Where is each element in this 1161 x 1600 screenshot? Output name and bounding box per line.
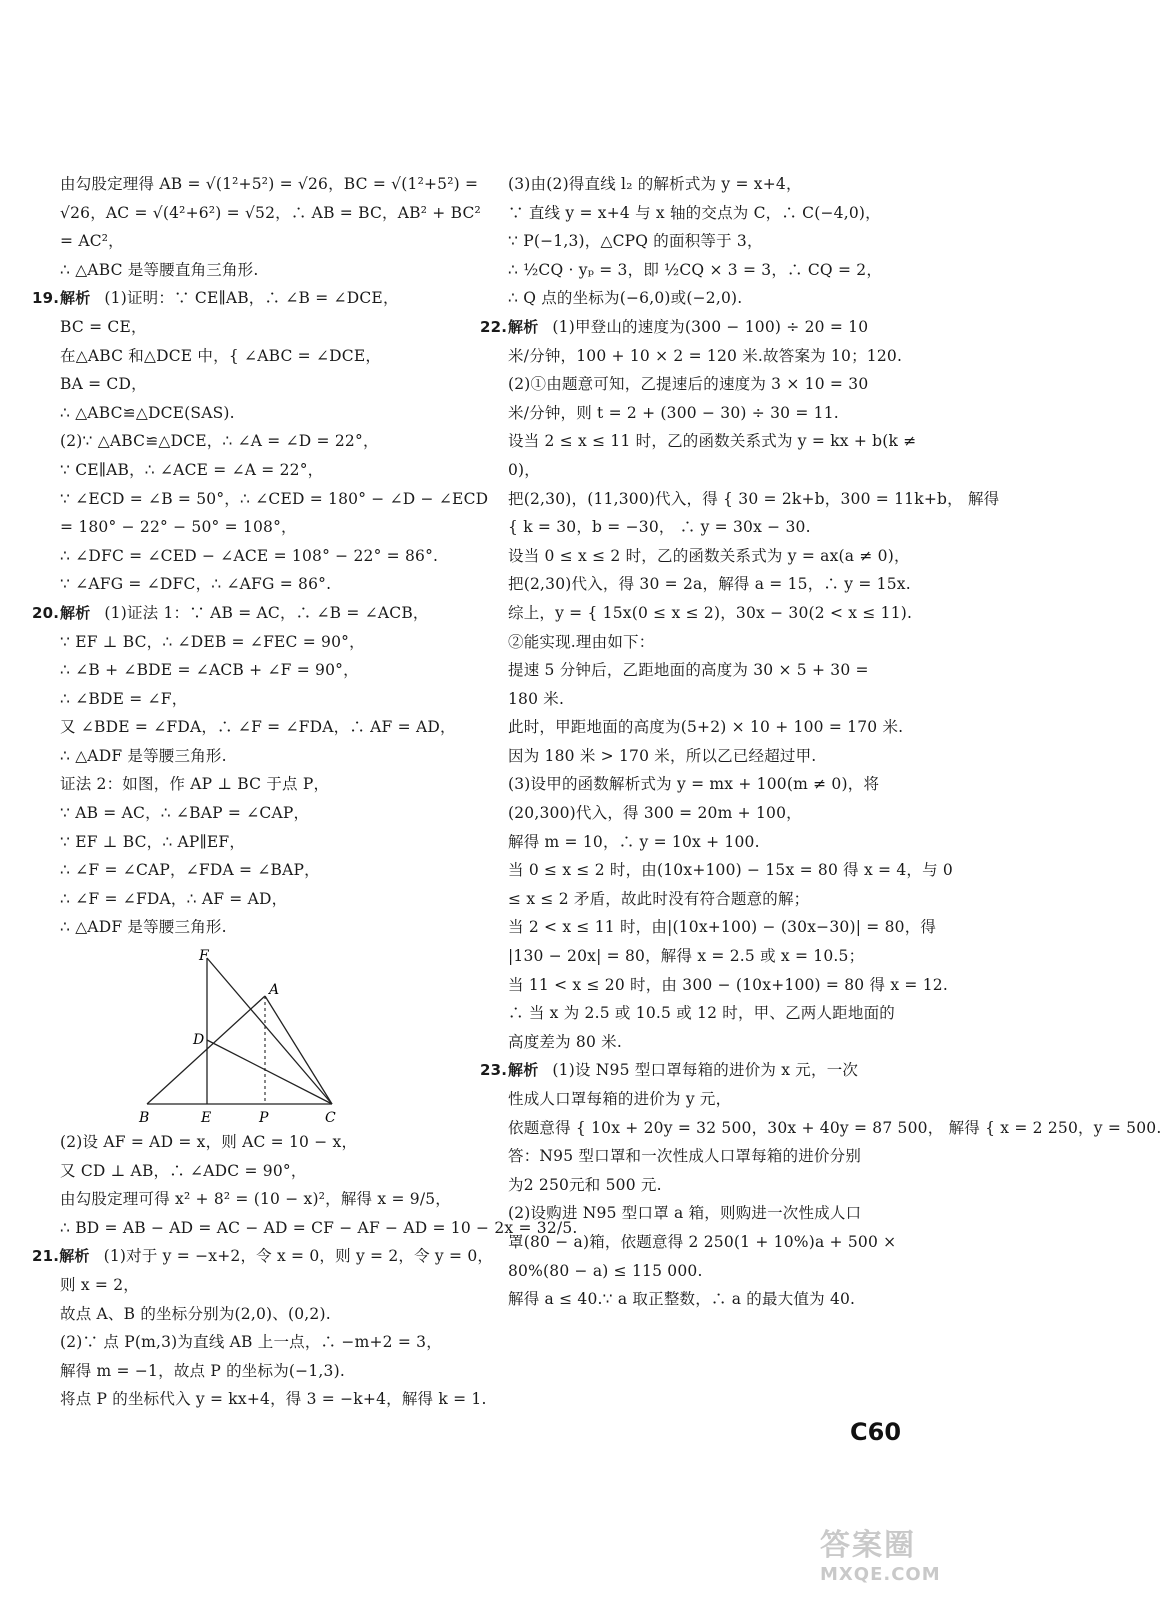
text-line: (1)对于 y = −x+2，令 x = 0，则 y = 2，令 y = 0， bbox=[103, 1247, 494, 1266]
text-line: 解得 m = −1，故点 P 的坐标为(−1,3). bbox=[60, 1361, 345, 1380]
text-line: ∵ EF ⊥ BC，∴ ∠DEB = ∠FEC = 90°， bbox=[60, 632, 365, 651]
text-line: ∵ CE∥AB，∴ ∠ACE = ∠A = 22°， bbox=[60, 460, 324, 479]
text-line: 综上，y = { 15x(0 ≤ x ≤ 2)，30x − 30(2 < x ≤ 11). bbox=[508, 603, 913, 622]
text-line: (1)证法 1：∵ AB = AC，∴ ∠B = ∠ACB， bbox=[104, 603, 429, 622]
text-line: 故点 A、B 的坐标分别为(2,0)、(0,2). bbox=[60, 1304, 331, 1323]
geometry-figure bbox=[32, 946, 450, 1126]
text-line: ∵ P(−1,3)，△CPQ 的面积等于 3， bbox=[508, 232, 763, 251]
text-line: 性成人口罩每箱的进价为 y 元， bbox=[508, 1090, 732, 1108]
label-a: A bbox=[269, 982, 280, 999]
question-19 bbox=[32, 284, 489, 599]
label-e: E bbox=[201, 1110, 212, 1127]
label-b: B bbox=[139, 1110, 150, 1127]
text-line: ∵ EF ⊥ BC，∴ AP∥EF， bbox=[60, 832, 246, 851]
watermark-url: MXQE.COM bbox=[820, 1564, 941, 1585]
text-line: 又 ∠BDE = ∠FDA，∴ ∠F = ∠FDA，∴ AF = AD， bbox=[60, 718, 456, 737]
text-line: 因为 180 米 > 170 米，所以乙已经超过甲. bbox=[508, 746, 817, 765]
text-line: 罩(80 − a)箱，依题意得 2 250(1 + 10%)a + 500 × bbox=[508, 1232, 897, 1251]
question-number: 21. bbox=[32, 1247, 60, 1266]
text-line: 当 2 < x ≤ 11 时，由|(10x+100) − (30x−30)| = 80，得 bbox=[508, 918, 937, 937]
text-line: 又 CD ⊥ AB，∴ ∠ADC = 90°， bbox=[60, 1161, 307, 1180]
label-d: D bbox=[193, 1032, 205, 1049]
text-line: { k = 30，b = −30， ∴ y = 30x − 30. bbox=[508, 518, 811, 537]
text-line: ∵ ∠AFG = ∠DFC，∴ ∠AFG = 86°. bbox=[60, 575, 332, 594]
question-21 bbox=[32, 1242, 494, 1414]
text-line: = AC²， bbox=[60, 232, 124, 251]
page-number: C60 bbox=[850, 1418, 902, 1446]
question-header bbox=[32, 1242, 494, 1271]
text-line: ∴ Q 点的坐标为(−6,0)或(−2,0). bbox=[508, 289, 743, 308]
text-line: (1)证明：∵ CE∥AB，∴ ∠B = ∠DCE， bbox=[104, 289, 399, 308]
text-line: ∴ △ADF 是等腰三角形. bbox=[60, 918, 227, 937]
text-line: 解得 a ≤ 40.∵ a 取正整数，∴ a 的最大值为 40. bbox=[508, 1290, 856, 1309]
label-p: P bbox=[259, 1110, 269, 1127]
text-line: (2)①由题意可知，乙提速后的速度为 3 × 10 = 30 bbox=[508, 375, 869, 394]
text-line: 设当 0 ≤ x ≤ 2 时，乙的函数关系式为 y = ax(a ≠ 0)， bbox=[508, 546, 910, 565]
text-line: 提速 5 分钟后，乙距地面的高度为 30 × 5 + 30 = bbox=[508, 661, 869, 680]
question-number: 23. bbox=[480, 1061, 508, 1080]
segment-dc bbox=[207, 1040, 332, 1104]
segment-ac bbox=[265, 996, 332, 1104]
text-line: ∴ ∠B + ∠BDE = ∠ACB + ∠F = 90°， bbox=[60, 661, 359, 680]
question-number: 22. bbox=[480, 317, 508, 336]
text-line: ∴ ∠DFC = ∠CED − ∠ACE = 108° − 22° = 86°. bbox=[60, 546, 439, 565]
right-column bbox=[480, 170, 1161, 1314]
text-line: 0)， bbox=[508, 460, 541, 479]
question-21-continued bbox=[480, 170, 910, 313]
text-line: 解得 m = 10，∴ y = 10x + 100. bbox=[508, 832, 760, 851]
text-line: 此时，甲距地面的高度为(5+2) × 10 + 100 = 170 米. bbox=[508, 718, 904, 737]
text-line: (1)甲登山的速度为(300 − 100) ÷ 20 = 10 bbox=[552, 317, 869, 336]
text-line: = 180° − 22° − 50° = 108°， bbox=[60, 518, 297, 537]
watermark-logo bbox=[820, 1520, 990, 1590]
text-line: ∴ 当 x 为 2.5 或 10.5 或 12 时，甲、乙两人距地面的 bbox=[508, 1004, 895, 1023]
text-line: ∴ ∠F = ∠CAP，∠FDA = ∠BAP， bbox=[60, 861, 320, 880]
text-line: 80%(80 − a) ≤ 115 000. bbox=[508, 1261, 703, 1280]
text-line: (2)∵ 点 P(m,3)为直线 AB 上一点，∴ −m+2 = 3， bbox=[60, 1333, 442, 1352]
question-header bbox=[480, 313, 910, 342]
text-line: 依题意得 { 10x + 20y = 32 500，30x + 40y = 87 500， 解得 { x = 2 250，y = 500. bbox=[508, 1118, 1161, 1137]
text-line: (2)设 AF = AD = x，则 AC = 10 − x， bbox=[60, 1133, 358, 1152]
answer-tag: 解析 bbox=[508, 317, 539, 336]
question-header bbox=[32, 284, 450, 313]
answer-tag: 解析 bbox=[60, 289, 91, 308]
watermark-text: 答案圈 bbox=[820, 1528, 916, 1563]
text-line: ≤ x ≤ 2 矛盾，故此时没有符合题意的解； bbox=[508, 889, 810, 908]
text-line: ∵ ∠ECD = ∠B = 50°，∴ ∠CED = 180° − ∠D − ∠ECD bbox=[60, 489, 489, 508]
text-line: (2)设购进 N95 型口罩 a 箱，则购进一次性成人口 bbox=[508, 1204, 862, 1223]
text-line: 在△ABC 和△DCE 中，{ ∠ABC = ∠DCE， bbox=[60, 346, 382, 365]
text-line: (3)设甲的函数解析式为 y = mx + 100(m ≠ 0)，将 bbox=[508, 775, 880, 794]
text-line: 180 米. bbox=[508, 689, 565, 708]
text-line: ∴ ∠BDE = ∠F， bbox=[60, 689, 188, 708]
text-line: 米/分钟，则 t = 2 + (300 − 30) ÷ 30 = 11. bbox=[508, 403, 839, 422]
text-line: 由勾股定理得 AB = √(1²+5²) = √26，BC = √(1²+5²) = bbox=[60, 175, 479, 193]
text-line: 设当 2 ≤ x ≤ 11 时，乙的函数关系式为 y = kx + b(k ≠ bbox=[508, 432, 917, 451]
text-line: 把(2,30)，(11,300)代入，得 { 30 = 2k+b，300 = 11k+b， 解得 bbox=[508, 489, 1000, 508]
text-line: (2)∵ △ABC≌△DCE，∴ ∠A = ∠D = 22°， bbox=[60, 432, 379, 451]
segment-ba bbox=[147, 996, 265, 1104]
question-22 bbox=[480, 313, 1000, 1056]
text-line: 由勾股定理可得 x² + 8² = (10 − x)²，解得 x = 9/5， bbox=[60, 1190, 452, 1209]
label-f: F bbox=[199, 948, 209, 965]
text-line: ∴ △ADF 是等腰三角形. bbox=[60, 746, 227, 765]
text-line: ∵ 直线 y = x+4 与 x 轴的交点为 C，∴ C(−4,0)， bbox=[508, 203, 881, 222]
question-number: 19. bbox=[32, 289, 60, 308]
text-line: 把(2,30)代入，得 30 = 2a，解得 a = 15，∴ y = 15x. bbox=[508, 575, 911, 594]
segment-fc bbox=[207, 958, 332, 1104]
text-line: 将点 P 的坐标代入 y = kx+4，得 3 = −k+4，解得 k = 1. bbox=[60, 1390, 487, 1409]
text-line: ∴ △ABC 是等腰直角三角形. bbox=[60, 260, 259, 279]
text-line: BA = CD， bbox=[60, 375, 147, 394]
text-line: (1)设 N95 型口罩每箱的进价为 x 元，一次 bbox=[552, 1061, 859, 1080]
triangle-diagram bbox=[137, 946, 337, 1126]
question-number: 20. bbox=[32, 603, 60, 622]
answer-tag: 解析 bbox=[60, 603, 91, 622]
text-line: |130 − 20x| = 80，解得 x = 2.5 或 x = 10.5； bbox=[508, 947, 865, 966]
text-line: 为2 250元和 500 元. bbox=[508, 1175, 662, 1194]
text-line: 当 0 ≤ x ≤ 2 时，由(10x+100) − 15x = 80 得 x = 4，与 0 bbox=[508, 861, 953, 880]
text-line: ∵ AB = AC，∴ ∠BAP = ∠CAP， bbox=[60, 804, 310, 823]
text-line: (3)由(2)得直线 l₂ 的解析式为 y = x+4， bbox=[508, 175, 802, 193]
text-line: ∴ ½CQ · yₚ = 3，即 ½CQ × 3 = 3，∴ CQ = 2， bbox=[508, 260, 883, 279]
text-line: (20,300)代入，得 300 = 20m + 100， bbox=[508, 804, 802, 823]
text-line: ②能实现.理由如下： bbox=[508, 632, 655, 651]
question-header bbox=[480, 1056, 910, 1085]
text-line: 高度差为 80 米. bbox=[508, 1032, 623, 1051]
question-23 bbox=[480, 1056, 1161, 1313]
text-line: 当 11 < x ≤ 20 时，由 300 − (10x+100) = 80 得 x = 12. bbox=[508, 975, 948, 994]
text-line: BC = CE， bbox=[60, 317, 147, 336]
text-line: ∴ BD = AB − AD = AC − AD = CF − AF − AD = 10 − 2x = 32/5. bbox=[60, 1218, 578, 1237]
text-line: 米/分钟，100 + 10 × 2 = 120 米.故答案为 10；120. bbox=[508, 346, 903, 365]
text-line: 则 x = 2， bbox=[60, 1276, 139, 1294]
intro-block bbox=[32, 170, 481, 284]
text-line: √26，AC = √(4²+6²) = √52，∴ AB = BC，AB² + BC² bbox=[60, 203, 481, 222]
label-c: C bbox=[325, 1110, 336, 1127]
answer-tag: 解析 bbox=[59, 1247, 90, 1266]
text-line: 证法 2：如图，作 AP ⊥ BC 于点 P， bbox=[60, 775, 330, 794]
text-line: 答：N95 型口罩和一次性成人口罩每箱的进价分别 bbox=[508, 1147, 862, 1166]
text-line: ∴ ∠F = ∠FDA，∴ AF = AD， bbox=[60, 889, 288, 908]
text-line: ∴ △ABC≌△DCE(SAS). bbox=[60, 403, 235, 422]
question-header bbox=[32, 599, 450, 628]
answer-tag: 解析 bbox=[508, 1061, 539, 1080]
